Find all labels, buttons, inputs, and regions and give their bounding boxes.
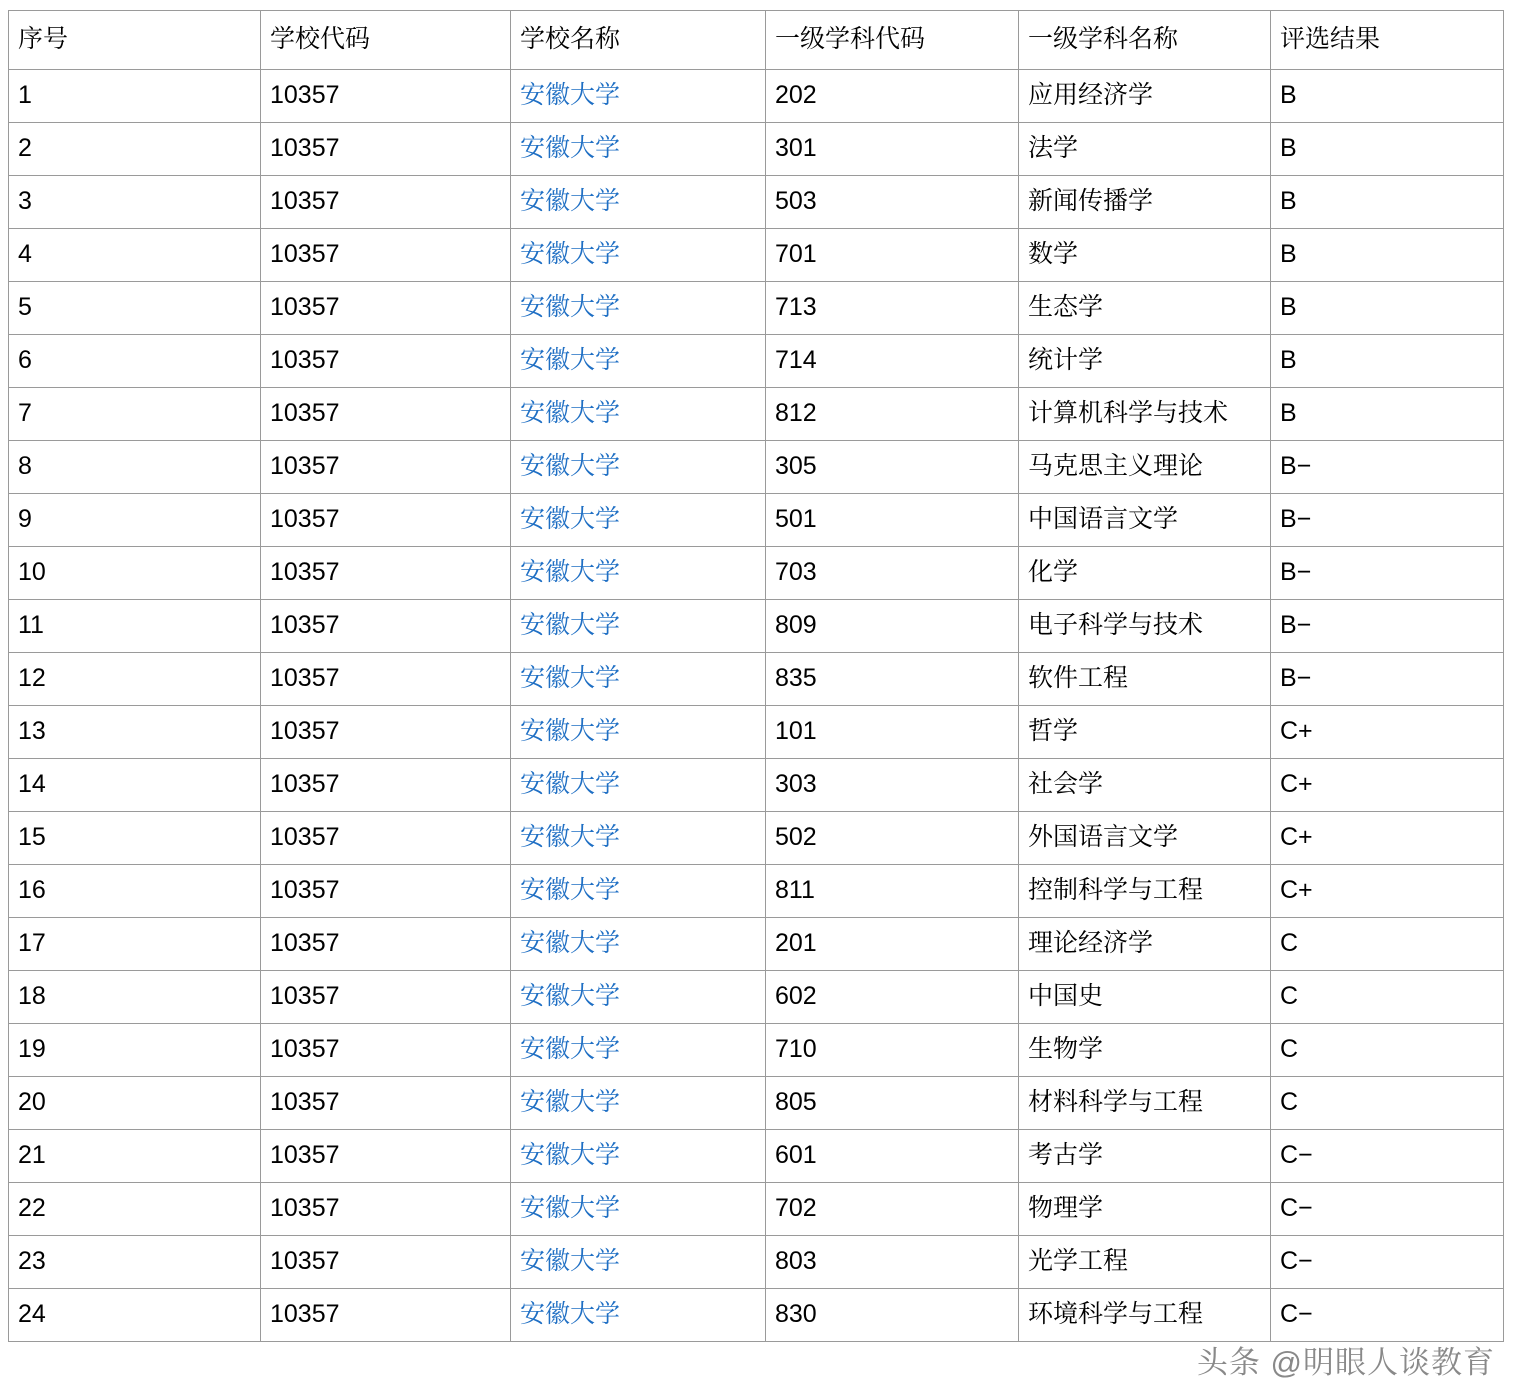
table-row <box>9 865 1504 918</box>
cell-discipline-code: 835 <box>766 653 1019 706</box>
cell-school-name[interactable]: 安徽大学 <box>511 1130 766 1183</box>
cell-school-code: 10357 <box>261 1183 511 1236</box>
cell-index: 8 <box>9 441 261 494</box>
cell-school-code: 10357 <box>261 600 511 653</box>
cell-discipline-code: 502 <box>766 812 1019 865</box>
column-header-school-code: 学校代码 <box>261 11 511 70</box>
table-row <box>9 918 1504 971</box>
cell-result: B− <box>1271 547 1504 600</box>
cell-result: B− <box>1271 494 1504 547</box>
cell-school-code: 10357 <box>261 176 511 229</box>
table-row <box>9 441 1504 494</box>
cell-discipline-code: 805 <box>766 1077 1019 1130</box>
cell-discipline-code: 301 <box>766 123 1019 176</box>
cell-school-code: 10357 <box>261 494 511 547</box>
discipline-evaluation-table <box>8 10 1504 1342</box>
cell-school-name[interactable]: 安徽大学 <box>511 1183 766 1236</box>
table-row <box>9 229 1504 282</box>
cell-index: 1 <box>9 70 261 123</box>
cell-index: 7 <box>9 388 261 441</box>
cell-discipline-name: 法学 <box>1019 123 1271 176</box>
cell-index: 9 <box>9 494 261 547</box>
cell-result: C+ <box>1271 812 1504 865</box>
cell-school-name[interactable]: 安徽大学 <box>511 388 766 441</box>
cell-discipline-name: 电子科学与技术 <box>1019 600 1271 653</box>
table-header-row <box>9 11 1504 70</box>
cell-index: 22 <box>9 1183 261 1236</box>
column-header-index: 序号 <box>9 11 261 70</box>
table-row <box>9 971 1504 1024</box>
cell-school-code: 10357 <box>261 1130 511 1183</box>
table-row <box>9 1289 1504 1342</box>
cell-school-code: 10357 <box>261 123 511 176</box>
cell-result: C− <box>1271 1289 1504 1342</box>
cell-discipline-code: 710 <box>766 1024 1019 1077</box>
cell-result: C− <box>1271 1183 1504 1236</box>
cell-result: B− <box>1271 600 1504 653</box>
cell-index: 19 <box>9 1024 261 1077</box>
cell-discipline-code: 501 <box>766 494 1019 547</box>
cell-index: 18 <box>9 971 261 1024</box>
cell-school-name[interactable]: 安徽大学 <box>511 759 766 812</box>
table-row <box>9 1183 1504 1236</box>
cell-discipline-name: 控制科学与工程 <box>1019 865 1271 918</box>
table-row <box>9 600 1504 653</box>
cell-school-code: 10357 <box>261 918 511 971</box>
cell-school-name[interactable]: 安徽大学 <box>511 229 766 282</box>
cell-school-code: 10357 <box>261 706 511 759</box>
cell-discipline-name: 中国史 <box>1019 971 1271 1024</box>
cell-index: 6 <box>9 335 261 388</box>
cell-index: 10 <box>9 547 261 600</box>
cell-discipline-name: 环境科学与工程 <box>1019 1289 1271 1342</box>
cell-index: 24 <box>9 1289 261 1342</box>
cell-result: C <box>1271 918 1504 971</box>
cell-result: B <box>1271 229 1504 282</box>
cell-school-name[interactable]: 安徽大学 <box>511 600 766 653</box>
cell-school-code: 10357 <box>261 547 511 600</box>
cell-discipline-name: 光学工程 <box>1019 1236 1271 1289</box>
cell-school-code: 10357 <box>261 282 511 335</box>
cell-school-code: 10357 <box>261 759 511 812</box>
cell-index: 15 <box>9 812 261 865</box>
cell-index: 2 <box>9 123 261 176</box>
cell-school-name[interactable]: 安徽大学 <box>511 282 766 335</box>
cell-result: B <box>1271 70 1504 123</box>
cell-school-code: 10357 <box>261 229 511 282</box>
cell-school-name[interactable]: 安徽大学 <box>511 335 766 388</box>
cell-result: B <box>1271 123 1504 176</box>
cell-discipline-code: 305 <box>766 441 1019 494</box>
cell-school-name[interactable]: 安徽大学 <box>511 123 766 176</box>
cell-discipline-name: 理论经济学 <box>1019 918 1271 971</box>
cell-school-code: 10357 <box>261 971 511 1024</box>
cell-school-name[interactable]: 安徽大学 <box>511 1289 766 1342</box>
cell-result: B− <box>1271 653 1504 706</box>
cell-index: 5 <box>9 282 261 335</box>
cell-index: 16 <box>9 865 261 918</box>
cell-result: C+ <box>1271 706 1504 759</box>
cell-result: B <box>1271 282 1504 335</box>
cell-discipline-name: 考古学 <box>1019 1130 1271 1183</box>
cell-school-name[interactable]: 安徽大学 <box>511 1236 766 1289</box>
cell-school-name[interactable]: 安徽大学 <box>511 441 766 494</box>
table-row <box>9 176 1504 229</box>
cell-discipline-code: 503 <box>766 176 1019 229</box>
cell-discipline-name: 新闻传播学 <box>1019 176 1271 229</box>
cell-result: C− <box>1271 1236 1504 1289</box>
cell-school-code: 10357 <box>261 388 511 441</box>
cell-index: 21 <box>9 1130 261 1183</box>
cell-discipline-code: 830 <box>766 1289 1019 1342</box>
cell-school-code: 10357 <box>261 1236 511 1289</box>
table-row <box>9 653 1504 706</box>
cell-result: C <box>1271 971 1504 1024</box>
cell-discipline-name: 软件工程 <box>1019 653 1271 706</box>
cell-discipline-code: 714 <box>766 335 1019 388</box>
cell-school-name[interactable]: 安徽大学 <box>511 70 766 123</box>
cell-result: C+ <box>1271 865 1504 918</box>
table-row <box>9 123 1504 176</box>
cell-discipline-code: 303 <box>766 759 1019 812</box>
cell-result: C <box>1271 1077 1504 1130</box>
cell-index: 13 <box>9 706 261 759</box>
column-header-school-name: 学校名称 <box>511 11 766 70</box>
table-row <box>9 759 1504 812</box>
cell-school-code: 10357 <box>261 1024 511 1077</box>
watermark: 头条 @明眼人谈教育 <box>1196 1345 1495 1380</box>
cell-discipline-name: 社会学 <box>1019 759 1271 812</box>
column-header-result: 评选结果 <box>1271 11 1504 70</box>
cell-result: C <box>1271 1024 1504 1077</box>
table-row <box>9 494 1504 547</box>
table-row <box>9 335 1504 388</box>
table-row <box>9 388 1504 441</box>
cell-discipline-code: 713 <box>766 282 1019 335</box>
cell-discipline-name: 应用经济学 <box>1019 70 1271 123</box>
table-row <box>9 706 1504 759</box>
table-row <box>9 547 1504 600</box>
cell-discipline-code: 201 <box>766 918 1019 971</box>
column-header-discipline-name: 一级学科名称 <box>1019 11 1271 70</box>
cell-discipline-code: 811 <box>766 865 1019 918</box>
cell-discipline-name: 材料科学与工程 <box>1019 1077 1271 1130</box>
cell-discipline-code: 602 <box>766 971 1019 1024</box>
cell-school-code: 10357 <box>261 812 511 865</box>
table-header <box>9 11 1504 70</box>
table-row <box>9 1236 1504 1289</box>
table-row <box>9 70 1504 123</box>
cell-school-name[interactable]: 安徽大学 <box>511 494 766 547</box>
column-header-discipline-code: 一级学科代码 <box>766 11 1019 70</box>
cell-discipline-name: 外国语言文学 <box>1019 812 1271 865</box>
cell-discipline-code: 803 <box>766 1236 1019 1289</box>
cell-result: B <box>1271 335 1504 388</box>
cell-school-code: 10357 <box>261 441 511 494</box>
table-row <box>9 812 1504 865</box>
cell-result: C+ <box>1271 759 1504 812</box>
cell-school-name[interactable]: 安徽大学 <box>511 918 766 971</box>
cell-result: B <box>1271 176 1504 229</box>
cell-school-code: 10357 <box>261 1077 511 1130</box>
cell-school-code: 10357 <box>261 70 511 123</box>
cell-index: 20 <box>9 1077 261 1130</box>
cell-discipline-name: 哲学 <box>1019 706 1271 759</box>
cell-discipline-name: 数学 <box>1019 229 1271 282</box>
cell-index: 14 <box>9 759 261 812</box>
cell-discipline-code: 702 <box>766 1183 1019 1236</box>
cell-school-name[interactable]: 安徽大学 <box>511 971 766 1024</box>
cell-result: B− <box>1271 441 1504 494</box>
cell-discipline-name: 计算机科学与技术 <box>1019 388 1271 441</box>
cell-discipline-name: 生态学 <box>1019 282 1271 335</box>
cell-school-name[interactable]: 安徽大学 <box>511 865 766 918</box>
cell-discipline-code: 601 <box>766 1130 1019 1183</box>
cell-discipline-code: 703 <box>766 547 1019 600</box>
cell-school-name[interactable]: 安徽大学 <box>511 812 766 865</box>
cell-discipline-name: 生物学 <box>1019 1024 1271 1077</box>
cell-index: 11 <box>9 600 261 653</box>
cell-discipline-name: 化学 <box>1019 547 1271 600</box>
discipline-evaluation-table-container <box>8 10 1503 1342</box>
cell-school-name[interactable]: 安徽大学 <box>511 1077 766 1130</box>
cell-discipline-name: 物理学 <box>1019 1183 1271 1236</box>
cell-school-name[interactable]: 安徽大学 <box>511 653 766 706</box>
cell-index: 3 <box>9 176 261 229</box>
cell-discipline-code: 812 <box>766 388 1019 441</box>
cell-discipline-name: 马克思主义理论 <box>1019 441 1271 494</box>
cell-school-code: 10357 <box>261 335 511 388</box>
cell-result: C− <box>1271 1130 1504 1183</box>
table-row <box>9 1130 1504 1183</box>
cell-school-name[interactable]: 安徽大学 <box>511 706 766 759</box>
cell-school-code: 10357 <box>261 653 511 706</box>
cell-school-name[interactable]: 安徽大学 <box>511 1024 766 1077</box>
table-row <box>9 1024 1504 1077</box>
cell-school-code: 10357 <box>261 865 511 918</box>
table-row <box>9 282 1504 335</box>
cell-school-code: 10357 <box>261 1289 511 1342</box>
cell-school-name[interactable]: 安徽大学 <box>511 176 766 229</box>
table-body <box>9 70 1504 1342</box>
cell-index: 12 <box>9 653 261 706</box>
cell-discipline-name: 统计学 <box>1019 335 1271 388</box>
cell-discipline-name: 中国语言文学 <box>1019 494 1271 547</box>
cell-index: 23 <box>9 1236 261 1289</box>
table-row <box>9 1077 1504 1130</box>
cell-discipline-code: 701 <box>766 229 1019 282</box>
cell-result: B <box>1271 388 1504 441</box>
cell-discipline-code: 101 <box>766 706 1019 759</box>
cell-index: 4 <box>9 229 261 282</box>
cell-discipline-code: 809 <box>766 600 1019 653</box>
cell-index: 17 <box>9 918 261 971</box>
cell-discipline-code: 202 <box>766 70 1019 123</box>
cell-school-name[interactable]: 安徽大学 <box>511 547 766 600</box>
